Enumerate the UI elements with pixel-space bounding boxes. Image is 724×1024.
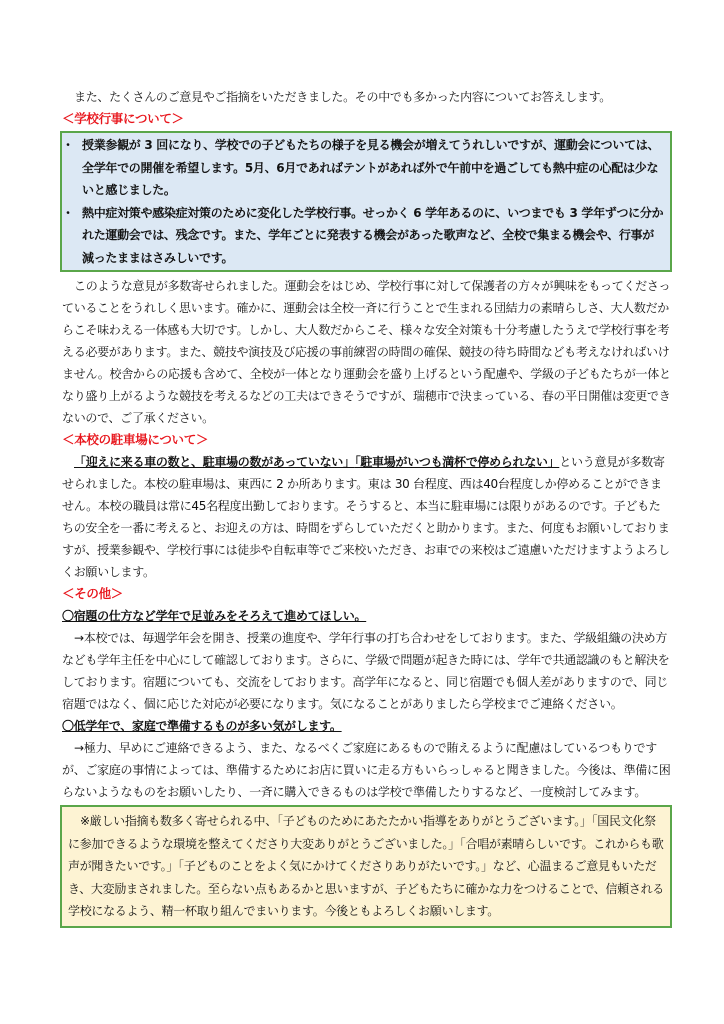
opinion-text: 熱中症対策や感染症対策のために変化した学校行事。せっかく 6 学年あるのに、いつまでも 3 学年ずつに分かれた運動会では、残念です。また、学年ごとに発表する機会があった歌声など、全校で集まる機会や、行事が減ったままはさみしいです。 — [82, 205, 664, 265]
opinion-item — [65, 202, 664, 270]
parking-quote-2: 「駐車場がいつも満杯で停められない」 — [354, 455, 560, 469]
document-page — [62, 86, 672, 928]
opinion-text: 授業参観が 3 回になり、学校での子どもたちの様子を見る機会が増えてうれしいですが、運動会については、全学年での開催を希望します。5月、6月であればテントがあれば外で午前中を過ごしても熱中症の心配は少ないと感じました。 — [82, 138, 660, 197]
other-heading: ＜その他＞ — [62, 586, 124, 601]
opinion-item — [65, 134, 664, 202]
school-events-heading: ＜学校行事について＞ — [62, 111, 184, 126]
school-events-answer: このような意見が多数寄せられました。運動会をはじめ、学校行事に対して保護者の方々が興味をもってくださっていることをうれしく思います。確かに、運動会は全校一斉に行うことで生まれる団結力の素晴らしさ、大人数だからこそ味わえる一体感も大切です。しかし、大人数だからこそ、様々な安全対策も十分考慮したうえで学校行事を考える必要があります。また、競技や演技及び応援の事前練習の時間の確保、競技の待ち時間なども考えなければいけません。校舎からの応援も含めて、全校が一体となり運動会を盛り上げるという配慮や、学級の子どもたちが一体となり盛り上がるような競技を考えるなどの工夫はできそうですが、瑞穂市で決まっている、春の平日開催は変更できないので、ご了承ください。 — [62, 279, 671, 425]
answer-homework: →本校では、毎週学年会を開き、授業の進度や、学年行事の打ち合わせをしております。また、学級組織の決め方なども学年主任を中心にして確認しております。さらに、学級で問題が起きた時には、学年で共通認識のもと解決をしております。宿題についても、交流をしております。高学年になると、同じ宿題でも個人差がありますので、同じ宿題ではなく、個に応じた対応が必要になります。気になることがありましたら学校までご連絡ください。 — [62, 631, 670, 711]
question-homework: 〇宿題の仕方など学年で足並みをそろえて進めてほしい。 — [62, 609, 367, 623]
answer-preparation: →極力、早めにご連絡できるよう、また、なるべくご家庭にあるもので賄えるように配慮はしているつもりですが、ご家庭の事情によっては、準備するためにお店に買いに走る方もいらっしゃると聞きました。今後は、準備に困らないようなものをお願いしたり、一斉に購入できるものは学校で準備したりするなど、一度検討してみます。 — [62, 741, 671, 799]
closing-message-box — [60, 805, 672, 928]
intro-paragraph: また、たくさんのご意見やご指摘をいただきました。その中でも多かった内容についてお答えします。 — [74, 90, 612, 104]
parking-answer-text: という意見が多数寄せられました。本校の駐車場は、東西に 2 か所あります。東は 30 台程度、西は40台程度しか停めることができません。本校の職員は常に45名程度出勤しております。そうすると、本当に駐車場には限りがあるのです。子どもたちの安全を一番に考えると、お迎えの方は、時間をずらしていただくと助かります。また、何度もお願いしておりますが、授業参観や、学校行事には徒歩や自転車等でご来校いただき、お車での来校はご遠慮いただけますようよろしくお願いします。 — [62, 455, 670, 579]
question-preparation: 〇低学年で、家庭で準備するものが多い気がします。 — [62, 719, 342, 733]
parking-answer — [62, 451, 672, 583]
bullet-mark: ･ — [65, 138, 71, 152]
parking-quote-1: 「迎えに来る車の数と、駐車場の数があっていない」 — [74, 455, 355, 469]
parking-heading: ＜本校の駐車場について＞ — [62, 432, 209, 447]
bullet-mark: ･ — [65, 205, 71, 220]
closing-message: ※厳しい指摘も数多く寄せられる中、「子どものためにあたたかい指導をありがとうございます。」「国民文化祭に参加できるような環境を整えてくださり大変ありがとうございました。」「合唱が素晴らしいです。これからも歌声が聞きたいです。」「子どものことをよく気にかけてくださりありがたいです。」など、心温まるご意見もいただき、大変励まされました。至らない点もあるかと思いますが、子どもたちに確かな力をつけることで、信頼される学校になるよう、精一杯取り組んでまいります。今後ともよろしくお願いします。 — [68, 814, 664, 918]
parent-opinions-box — [60, 131, 672, 272]
